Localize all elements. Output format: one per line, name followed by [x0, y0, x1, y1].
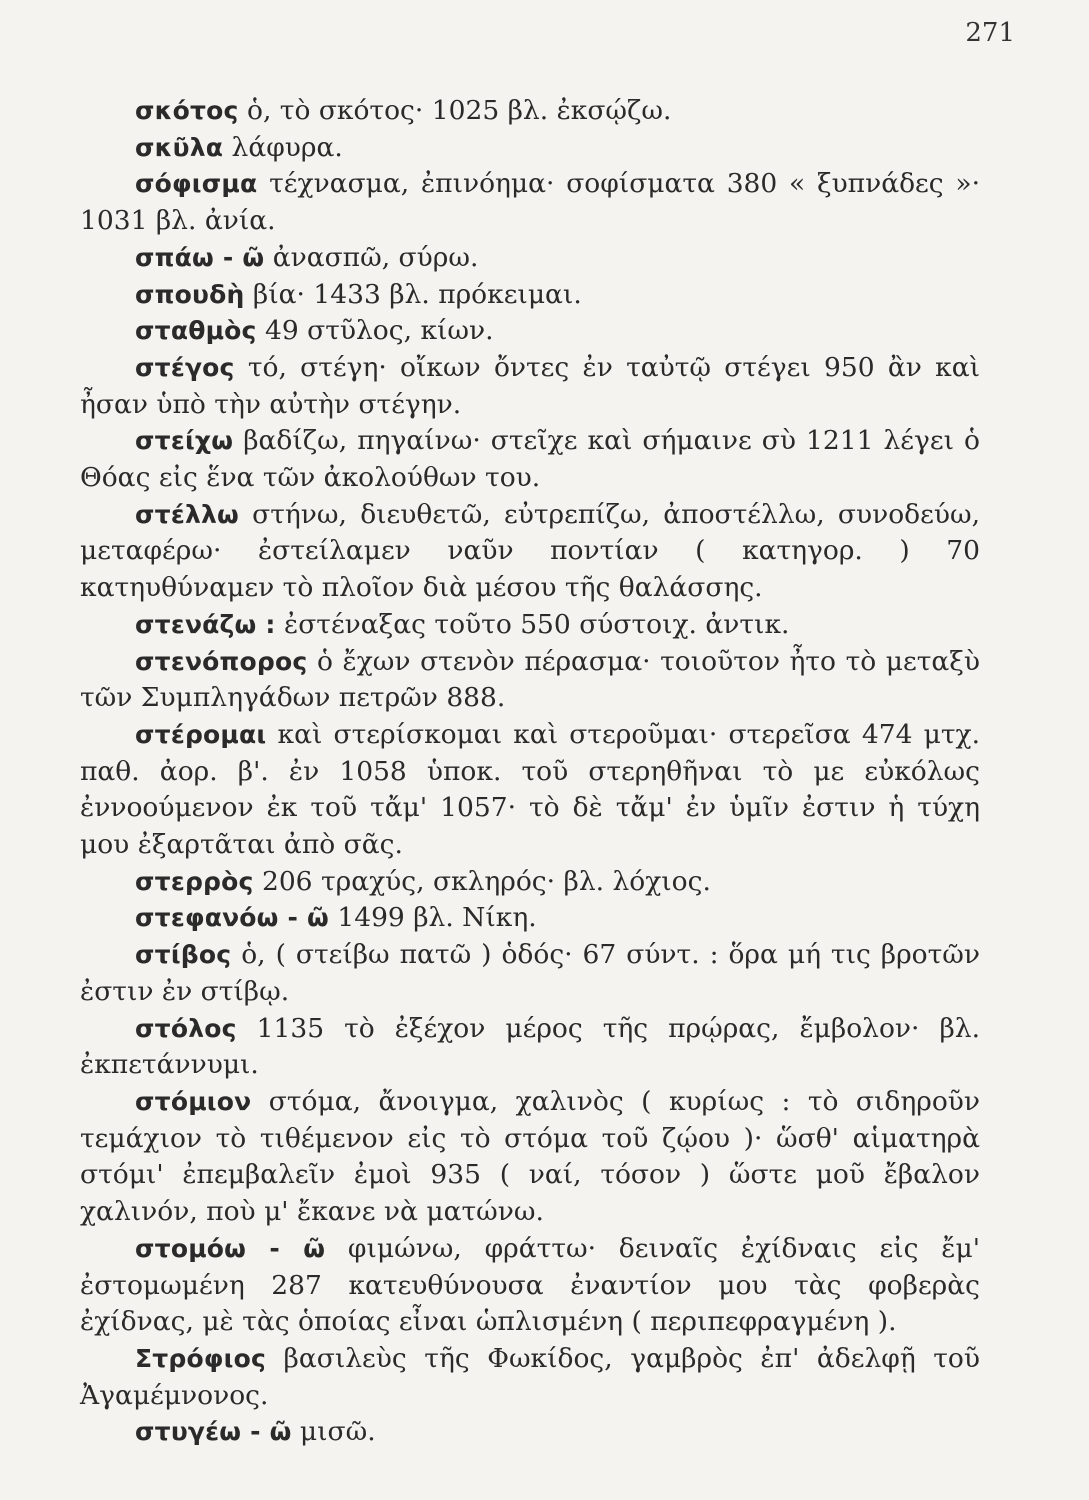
entry	[80, 1084, 980, 1231]
entry	[80, 240, 980, 277]
definition: 1135 τὸ ἐξέχον μέρος τῆς πρῴρας, ἔμβολον· βλ. ἐκπετάννυμι.	[80, 1012, 980, 1081]
headword: στομόω - ῶ	[135, 1233, 326, 1263]
page-number: 271	[965, 18, 1015, 48]
definition: στόμα, ἄνοιγμα, χαλινὸς ( κυρίως : τὸ σιδηροῦν τεμάχιον τὸ τιθέμενον εἰς τὸ στόμα τοῦ ζῴου )· ὥσθ' αἱματηρὰ στόμι' ἐπεμβαλεῖν ἐμοὶ 935 ( ναί, τόσον ) ὥστε μοῦ ἔβαλον χαλινόν, ποὺ μ' ἔκανε νὰ ματώνω.	[80, 1085, 980, 1228]
definition: λάφυρα.	[223, 131, 343, 163]
headword: στόλος	[135, 1013, 237, 1043]
entry	[80, 937, 980, 1010]
definition: ἐστέναξας τοῦτο 550 σύστοιχ. ἀντικ.	[275, 608, 790, 640]
headword: Στρόφιος	[135, 1343, 266, 1373]
entry	[80, 350, 980, 423]
definition: 49 στῦλος, κίων.	[256, 315, 494, 347]
headword: στυγέω - ῶ	[135, 1417, 292, 1447]
entry	[80, 1011, 980, 1084]
entry	[80, 313, 980, 350]
definition: τέχνασμα, ἐπινόημα· σοφίσματα 380 « ξυπνάδες »· 1031 βλ. ἀνία.	[80, 168, 980, 237]
dictionary-entries	[80, 93, 980, 1451]
headword: στενάζω :	[135, 609, 276, 639]
definition: ὁ ἔχων στενὸν πέρασμα· τοιοῦτον ἦτο τὸ μεταξὺ τῶν Συμπληγάδων πετρῶν 888.	[80, 645, 980, 714]
headword: στέρομαι	[135, 719, 267, 749]
entry	[80, 644, 980, 717]
entry	[80, 900, 980, 937]
entry	[80, 1414, 980, 1451]
headword: σκότος	[135, 96, 239, 125]
definition: 206 τραχύς, σκληρός· βλ. λόχιος.	[253, 865, 711, 897]
entry	[80, 277, 980, 314]
headword: στερρὸς	[135, 866, 254, 896]
entry	[80, 1231, 980, 1341]
entry	[80, 93, 980, 130]
headword: σταθμὸς	[135, 316, 257, 346]
headword: στόμιον	[135, 1086, 252, 1116]
definition: φιμώνω, φράττω· δειναῖς ἐχίδναις εἰς ἔμ' ἐστομωμένη 287 κατευθύνουσα ἐναντίον μου τὰς φοβερὰς ἐχίδνας, μὲ τὰς ὁποίας εἶναι ὡπλισμένη ( περιπεφραγμένη ).	[80, 1232, 980, 1338]
definition: τό, στέγη· οἴκων ὄντες ἐν ταὐτῷ στέγει 950 ἂν καὶ ἦσαν ὑπὸ τὴν αὐτὴν στέγην.	[80, 351, 980, 420]
entry	[80, 864, 980, 901]
definition: ἀνασπῶ, σύρω.	[264, 241, 479, 273]
entry	[80, 717, 980, 864]
headword: στεφανόω - ῶ	[135, 903, 329, 933]
headword: στίβος	[135, 940, 232, 970]
entry	[80, 607, 980, 644]
headword: σκῦλα	[135, 132, 224, 162]
definition: ὁ, τὸ σκότος· 1025 βλ. ἐκσῴζω.	[238, 95, 672, 126]
entry	[80, 1341, 980, 1414]
definition: βασιλεὺς τῆς Φωκίδος, γαμβρὸς ἐπ' ἀδελφῇ τοῦ Ἀγαμέμνονος.	[80, 1342, 980, 1411]
definition: καὶ στερίσκομαι καὶ στεροῦμαι· στερεῖσα 474 μτχ. παθ. ἀορ. β'. ἐν 1058 ὑποκ. τοῦ στερηθῆναι τὸ με εὐκόλως ἐννοούμενον ἐκ τοῦ τἄμ' 1057· τὸ δὲ τἄμ' ἐν ὑμῖν ἐστιν ἡ τύχη μου ἐξαρτᾶται ἀπὸ σᾶς.	[80, 718, 980, 861]
definition: στήνω, διευθετῶ, εὐτρεπίζω, ἀποστέλλω, συνοδεύω, μεταφέρω· ἐστείλαμεν ναῦν ποντίαν ( κατηγορ. ) 70 κατηυθύναμεν τὸ πλοῖον διὰ μέσου τῆς θαλάσσης.	[80, 498, 980, 604]
definition: μισῶ.	[291, 1416, 376, 1448]
entry	[80, 423, 980, 496]
headword: στέγος	[135, 352, 235, 382]
headword: στείχω	[135, 426, 234, 456]
entry	[80, 166, 980, 239]
headword: στενόπορος	[135, 646, 308, 676]
definition: 1499 βλ. Νίκη.	[328, 902, 537, 934]
definition: βαδίζω, πηγαίνω· στεῖχε καὶ σήμαινε σὺ 1211 λέγει ὁ Θόας εἰς ἕνα τῶν ἀκολούθων του.	[80, 425, 980, 494]
headword: σπάω - ῶ	[135, 242, 265, 272]
headword: στέλλω	[135, 499, 239, 529]
entry	[80, 497, 980, 607]
headword: σόφισμα	[135, 169, 258, 199]
headword: σπουδὴ	[135, 279, 245, 309]
definition: βία· 1433 βλ. πρόκειμαι.	[244, 278, 582, 310]
entry	[80, 130, 980, 167]
definition: ὁ, ( στείβω πατῶ ) ὁδός· 67 σύντ. : ὅρα μή τις βροτῶν ἐστιν ἐν στίβῳ.	[80, 939, 980, 1007]
